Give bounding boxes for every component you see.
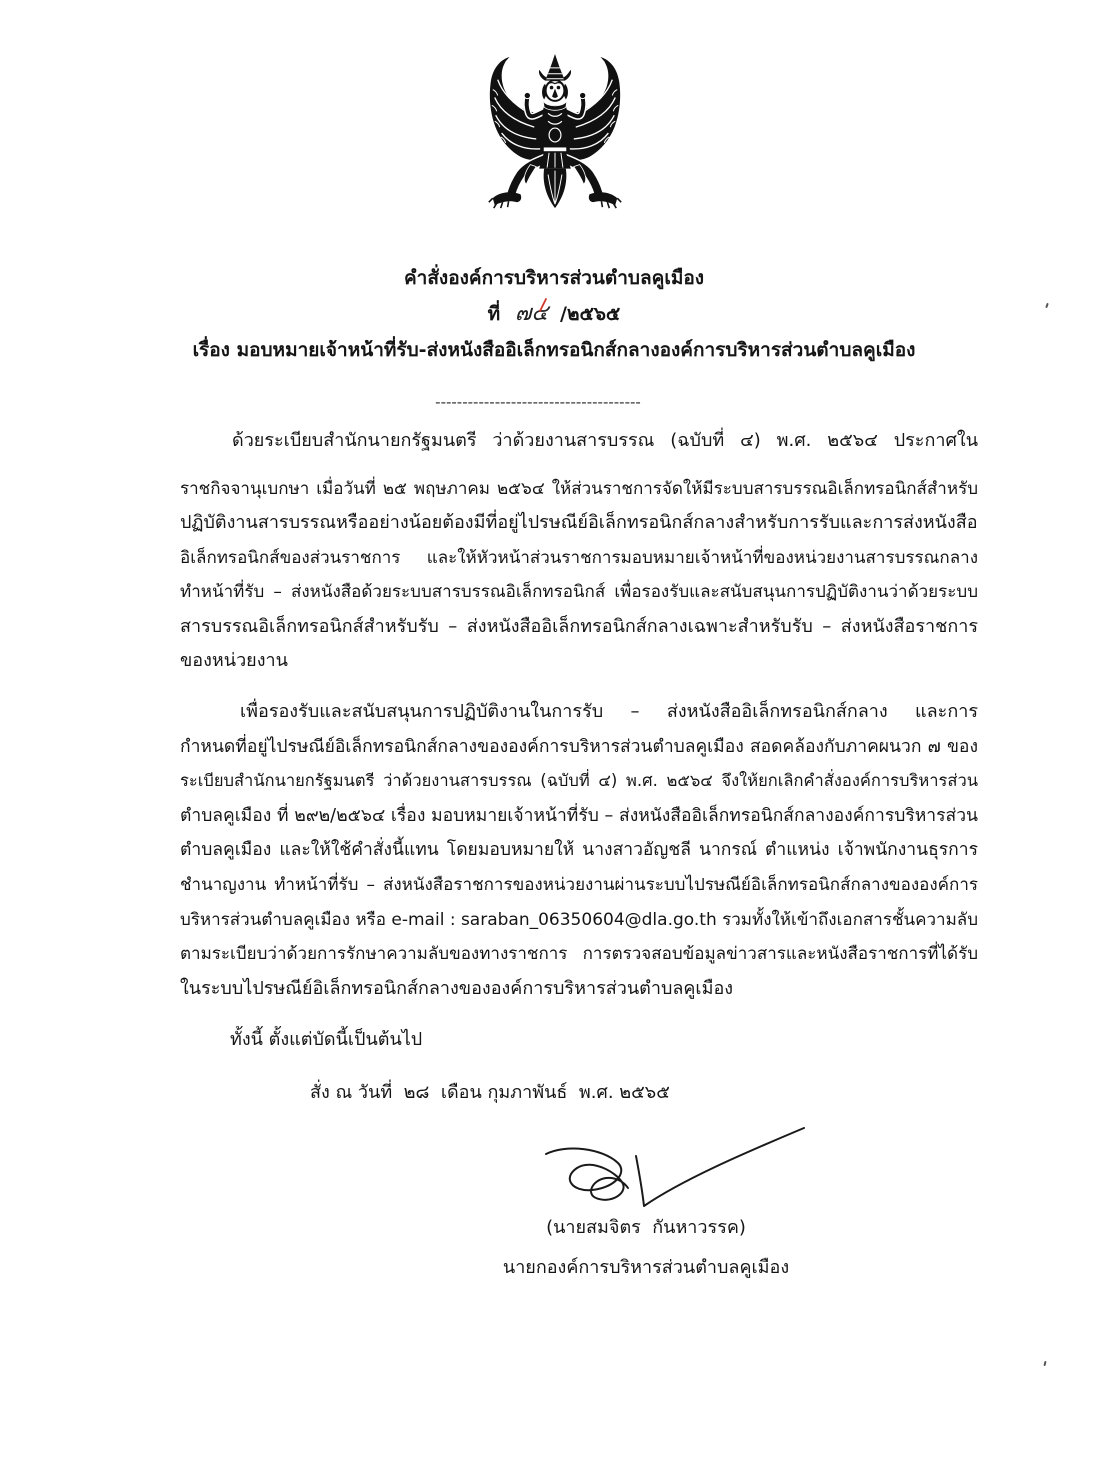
order-number-prefix: ที่ bbox=[487, 303, 501, 325]
order-number-handwritten: ๗๔ bbox=[514, 301, 549, 326]
scan-speck bbox=[1043, 1361, 1046, 1366]
body-text-line: สารบรรณอิเล็กทรอนิกส์สำหรับรับ – ส่งหนังสืออิเล็กทรอนิกส์กลางเฉพาะสำหรับรับ – ส่งหนังสือราชการ bbox=[180, 615, 978, 637]
body-text-line: กำหนดที่อยู่ไปรษณีย์อิเล็กทรอนิกส์กลางขององค์การบริหารส่วนตำบลคูเมือง สอดคล้องกับภาคผนวก ๗ ของ bbox=[180, 736, 978, 757]
paragraph-1 bbox=[180, 424, 978, 679]
closing-statement: ทั้งนี้ ตั้งแต่บัดนี้เป็นต้นไป bbox=[230, 1029, 423, 1050]
body-text-line: ปฏิบัติงานสารบรรณหรืออย่างน้อยต้องมีที่อยู่ไปรษณีย์อิเล็กทรอนิกส์กลางสำหรับการรับและการส่งหนังสือ bbox=[180, 512, 978, 533]
order-subject: เรื่อง มอบหมายเจ้าหน้าที่รับ-ส่งหนังสืออิเล็กทรอนิกส์กลางองค์การบริหารส่วนตำบลคูเมือง bbox=[192, 339, 916, 361]
body-text-line: ตามระเบียบว่าด้วยการรักษาความลับของทางราชการ การตรวจสอบข้อมูลข่าวสารและหนังสือราชการที่ได้รับ bbox=[180, 944, 978, 965]
signer-position: นายกองค์การบริหารส่วนตำบลคูเมือง bbox=[502, 1257, 790, 1278]
garuda-emblem bbox=[486, 54, 624, 217]
body-text-line: ระเบียบสำนักนายกรัฐมนตรี ว่าด้วยงานสารบรรณ (ฉบับที่ ๔) พ.ศ. ๒๕๖๔ จึงให้ยกเลิกคำสั่งองค์การบริหารส่วน bbox=[180, 771, 978, 791]
paragraph-2 bbox=[180, 695, 978, 1006]
body-text-line: เพื่อรองรับและสนับสนุนการปฏิบัติงานในการรับ – ส่งหนังสืออิเล็กทรอนิกส์กลาง และการ bbox=[240, 701, 978, 722]
body-text-line: ด้วยระเบียบสำนักนายกรัฐมนตรี ว่าด้วยงานสารบรรณ (ฉบับที่ ๔) พ.ศ. ๒๕๖๔ ประกาศใน bbox=[232, 430, 978, 451]
order-date: สั่ง ณ วันที่ ๒๘ เดือน กุมภาพันธ์ พ.ศ. ๒๕๖๕ bbox=[310, 1082, 670, 1103]
body-text-line: อิเล็กทรอนิกส์ของส่วนราชการ และให้หัวหน้าส่วนราชการมอบหมายเจ้าหน้าที่ของหน่วยงานสารบรรณกลาง bbox=[180, 547, 978, 568]
document-header bbox=[0, 260, 1108, 368]
body-text-line: ของหน่วยงาน bbox=[180, 650, 288, 671]
body-text-line: ในระบบไปรษณีย์อิเล็กทรอนิกส์กลางขององค์การบริหารส่วนตำบลคูเมือง bbox=[180, 977, 734, 999]
handwritten-number-wrap bbox=[515, 296, 548, 332]
order-number-year: /๒๕๖๕ bbox=[560, 303, 621, 325]
body-text-line: ชำนาญงาน ทำหน้าที่รับ – ส่งหนังสือราชการของหน่วยงานผ่านระบบไปรษณีย์อิเล็กทรอนิกส์กลางขององค์การ bbox=[180, 874, 978, 895]
red-pen-mark bbox=[538, 298, 548, 312]
body-text-line: บริหารส่วนตำบลคูเมือง หรือ e-mail : saraban_06350604@dla.go.th รวมทั้งให้เข้าถึงเอกสารชั้นความลับ bbox=[180, 909, 978, 930]
signer-name: (นายสมจิตร กันหาวรรค) bbox=[546, 1217, 746, 1238]
body-text-line: ตำบลคูเมือง และให้ใช้คำสั่งนี้แทน โดยมอบหมายให้ นางสาวอัญชลี นากรณ์ ตำแหน่ง เจ้าพนักงานธุรการ bbox=[180, 840, 978, 861]
body-text-line: ตำบลคูเมือง ที่ ๒๙๒/๒๕๖๔ เรื่อง มอบหมายเจ้าหน้าที่รับ – ส่งหนังสืออิเล็กทรอนิกส์กลางองค์การบริหารส่วน bbox=[180, 805, 978, 826]
order-number-line bbox=[0, 296, 1108, 332]
body-text-line: ราชกิจจานุเบกษา เมื่อวันที่ ๒๕ พฤษภาคม ๒๕๖๔ ให้ส่วนราชการจัดให้มีระบบสารบรรณอิเล็กทรอนิกส์สำหรับ bbox=[180, 478, 978, 499]
order-title: คำสั่งองค์การบริหารส่วนตำบลคูเมือง bbox=[403, 267, 705, 289]
body-text-line: ทำหน้าที่รับ – ส่งหนังสือด้วยระบบสารบรรณอิเล็กทรอนิกส์ เพื่อรองรับและสนับสนุนการปฏิบัติงานว่าด้วยระบบ bbox=[180, 582, 978, 602]
handwritten-signature bbox=[532, 1118, 812, 1218]
header-separator: -------------------------------------- bbox=[435, 393, 641, 411]
